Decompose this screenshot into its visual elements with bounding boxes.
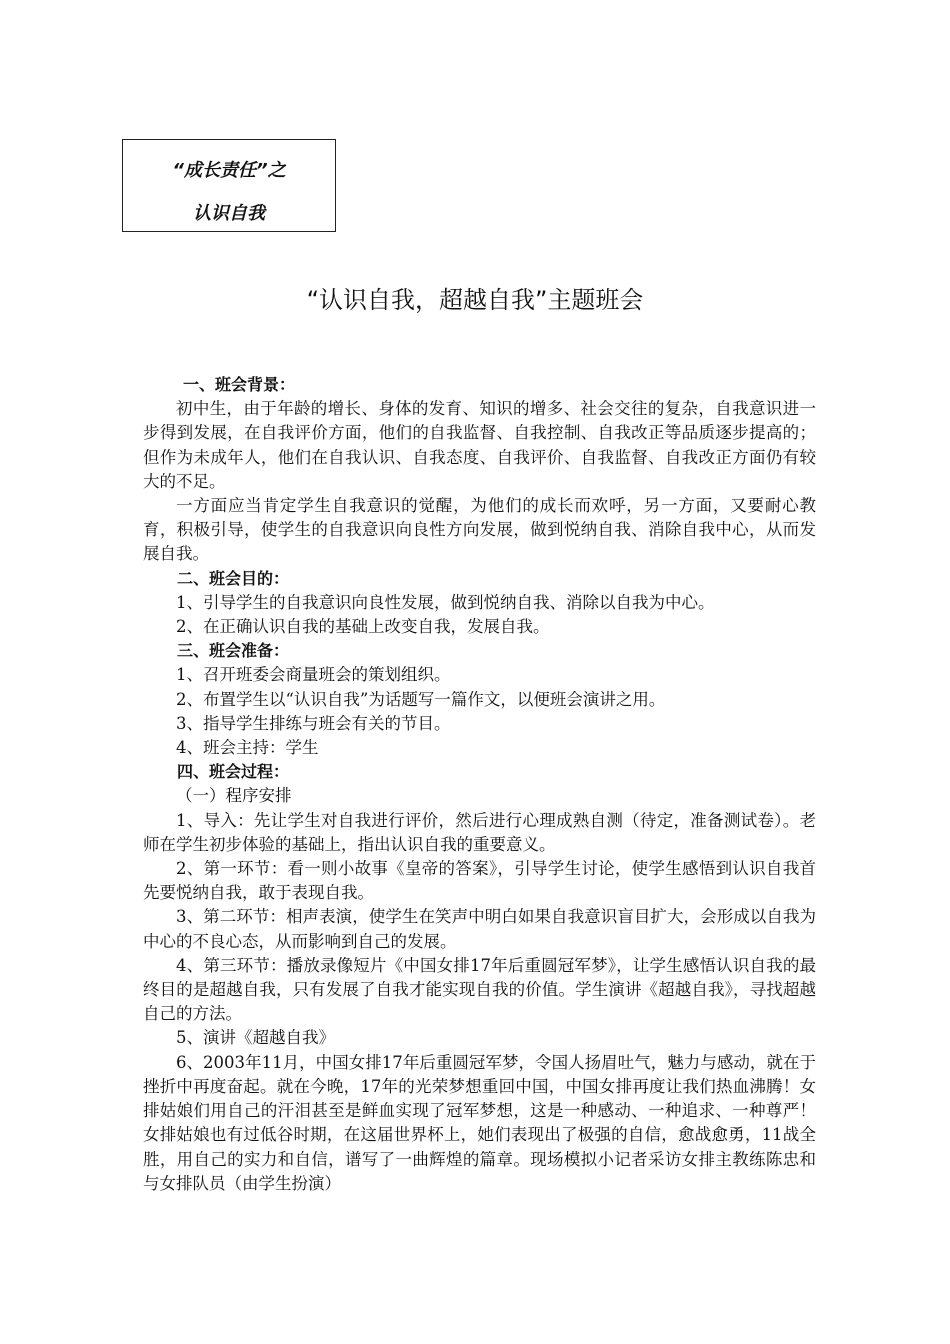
section-3-item: 1、召开班委会商量班会的策划组织。 [176, 665, 451, 685]
page-title: “认识自我，超越自我”主题班会 [306, 286, 644, 314]
section-3-item: 2、布置学生以“认识自我”为话题写一篇作文，以便班会演讲之用。 [176, 689, 666, 709]
section-3-item: 3、指导学生排练与班会有关的节目。 [176, 713, 451, 733]
section-2-item: 1、引导学生的自我意识向良性发展，做到悦纳自我、消除以自我为中心。 [176, 592, 715, 612]
label-line-2: 认识自我 [193, 203, 265, 224]
section-1-paragraph-1: 初中生，由于年龄的增长、身体的发育、知识的增多、社会交往的复杂，自我意识进一步得到发展，在自我评价方面，他们的自我监督、自我控制、自我改正等品质逐步提高的；但作为未成年人，他们在自我认识、自我态度、自我评价、自我监督、自我改正方面仍有较大的不足。 [143, 399, 816, 491]
section-4-paragraph-6: 6、2003年11月，中国女排17年后重圆冠军梦，令国人扬眉吐气，魅力与感动，就在于挫折中再度奋起。就在今晚，17年的光荣梦想重回中国，中国女排再度让我们热血沸腾！女排姑娘们用自己的汗泪甚至是鲜血实现了冠军梦想，这是一种感动、一种追求、一种尊严！女排姑娘也有过低谷时期，在这届世界杯上，她们表现出了极强的自信，愈战愈勇，11战全胜，用自己的实力和自信，谱写了一曲辉煌的篇章。现场模拟小记者采访女排主教练陈忠和与女排队员（由学生扮演） [143, 1052, 816, 1193]
section-3-heading: 三、班会准备： [177, 641, 290, 661]
section-2-heading: 二、班会目的： [177, 568, 290, 588]
section-1-paragraph-2: 一方面应当肯定学生自我意识的觉醒，为他们的成长而欢呼，另一方面，又要耐心教育，积极引导，使学生的自我意识向良性方向发展，做到悦纳自我、消除自我中心，从而发展自我。 [143, 496, 816, 564]
section-1-heading: 一、班会背景： [183, 375, 296, 394]
document-body [143, 373, 816, 1196]
section-4-paragraph-2: 2、第一环节：看一则小故事《皇帝的答案》，引导学生讨论，使学生感悟到认识自我首先要悦纳自我，敢于表现自我。 [143, 859, 816, 903]
section-4-paragraph-4: 4、第三环节：播放录像短片《中国女排17年后重圆冠军梦》，让学生感悟认识自我的最终目的是超越自我，只有发展了自我才能实现自我的价值。学生演讲《超越自我》，寻找超越自己的方法。 [143, 955, 816, 1024]
section-4-paragraph-3: 3、第二环节：相声表演，使学生在笑声中明白如果自我意识盲目扩大，会形成以自我为中心的不良心态，从而影响到自己的发展。 [143, 907, 816, 951]
section-4-heading: 四、班会过程： [177, 762, 290, 782]
section-4-subheading: （一）程序安排 [176, 786, 292, 806]
label-line-1: “成长责任”之 [172, 160, 286, 181]
section-3-item: 4、班会主持：学生 [176, 738, 319, 758]
section-4-paragraph-5: 5、演讲《超越自我》 [176, 1028, 335, 1048]
document-label-box [122, 139, 336, 232]
section-2-item: 2、在正确认识自我的基础上改变自我，发展自我。 [176, 617, 550, 637]
section-4-paragraph-1: 1、导入：先让学生对自我进行评价，然后进行心理成熟自测（待定，准备测试卷）。老师在学生初步体验的基础上，指出认识自我的重要意义。 [143, 810, 816, 854]
